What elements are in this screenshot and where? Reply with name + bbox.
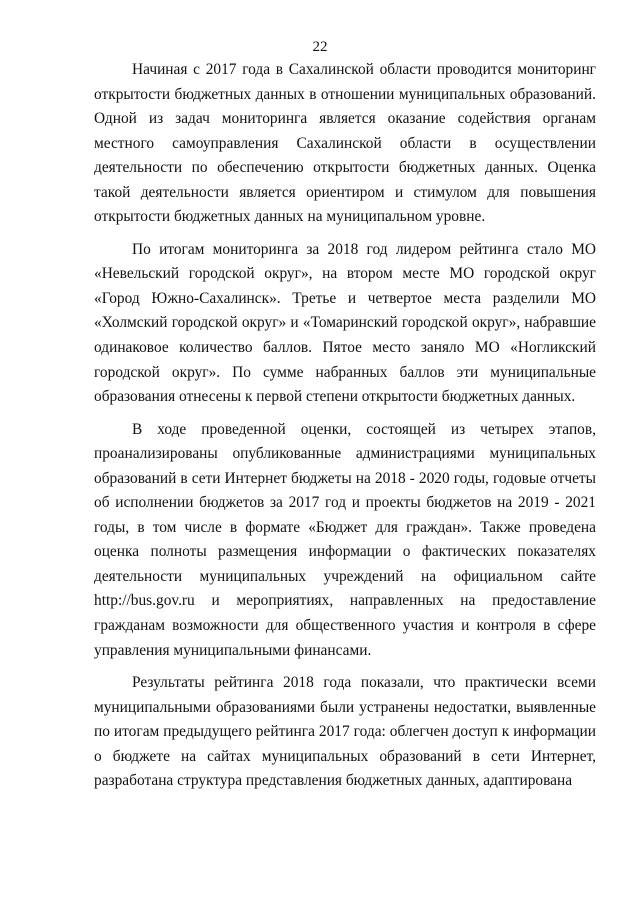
paragraph-monitoring-intro: Начиная с 2017 года в Сахалинской области проводится мониторинг открытости бюджетных данных в отношении муниципальных образований. Одной из задач мониторинга является оказание содействия органам местного самоуправления Сахалинской области в осуществлении деятельности по обеспечению открытости бюджетных данных. Оценка такой деятельности является ориентиром и стимулом для повышения открытости бюджетных данных на муниципальном уровне. [94, 61, 596, 226]
page-number: 22 [312, 39, 328, 55]
paragraph-rating-outcomes: Результаты рейтинга 2018 года показали, что практически всеми муниципальными образованиями были устранены недостатки, выявленные по итогам предыдущего рейтинга 2017 года: облегчен доступ к информации о бюджете на сайтах муниципальных образований в сети Интернет, разработана структура представления бюджетных данных, адаптирована [94, 674, 596, 790]
document-body [94, 58, 596, 794]
paragraph-rating-results: По итогам мониторинга за 2018 год лидером рейтинга стало МО «Невельский городской округ», на втором месте МО городской округ «Город Южно-Сахалинск». Третье и четвертое места разделили МО «Холмский городской округ» и «Томаринский городской округ», набравшие одинаковое количество баллов. Пятое место заняло МО «Ногликский городской округ». По сумме набранных баллов эти муниципальные образования отнесены к первой степени открытости бюджетных данных. [94, 240, 596, 406]
paragraph-assessment-stages: В ходе проведенной оценки, состоящей из четырех этапов, проанализированы опубликованные администрациями муниципальных образований в сети Интернет бюджеты на 2018 - 2020 годы, годовые отчеты об исполнении бюджетов за 2017 год и проекты бюджетов на 2019 - 2021 годы, в том числе в формате «Бюджет для граждан». Также проведена оценка полноты размещения информации о фактических показателях деятельности муниципальных учреждений на официальном сайте http://bus.gov.ru и мероприятиях, направленных на предоставление гражданам возможности для общественного участия и контроля в сфере управления муниципальными финансами. [94, 420, 596, 659]
